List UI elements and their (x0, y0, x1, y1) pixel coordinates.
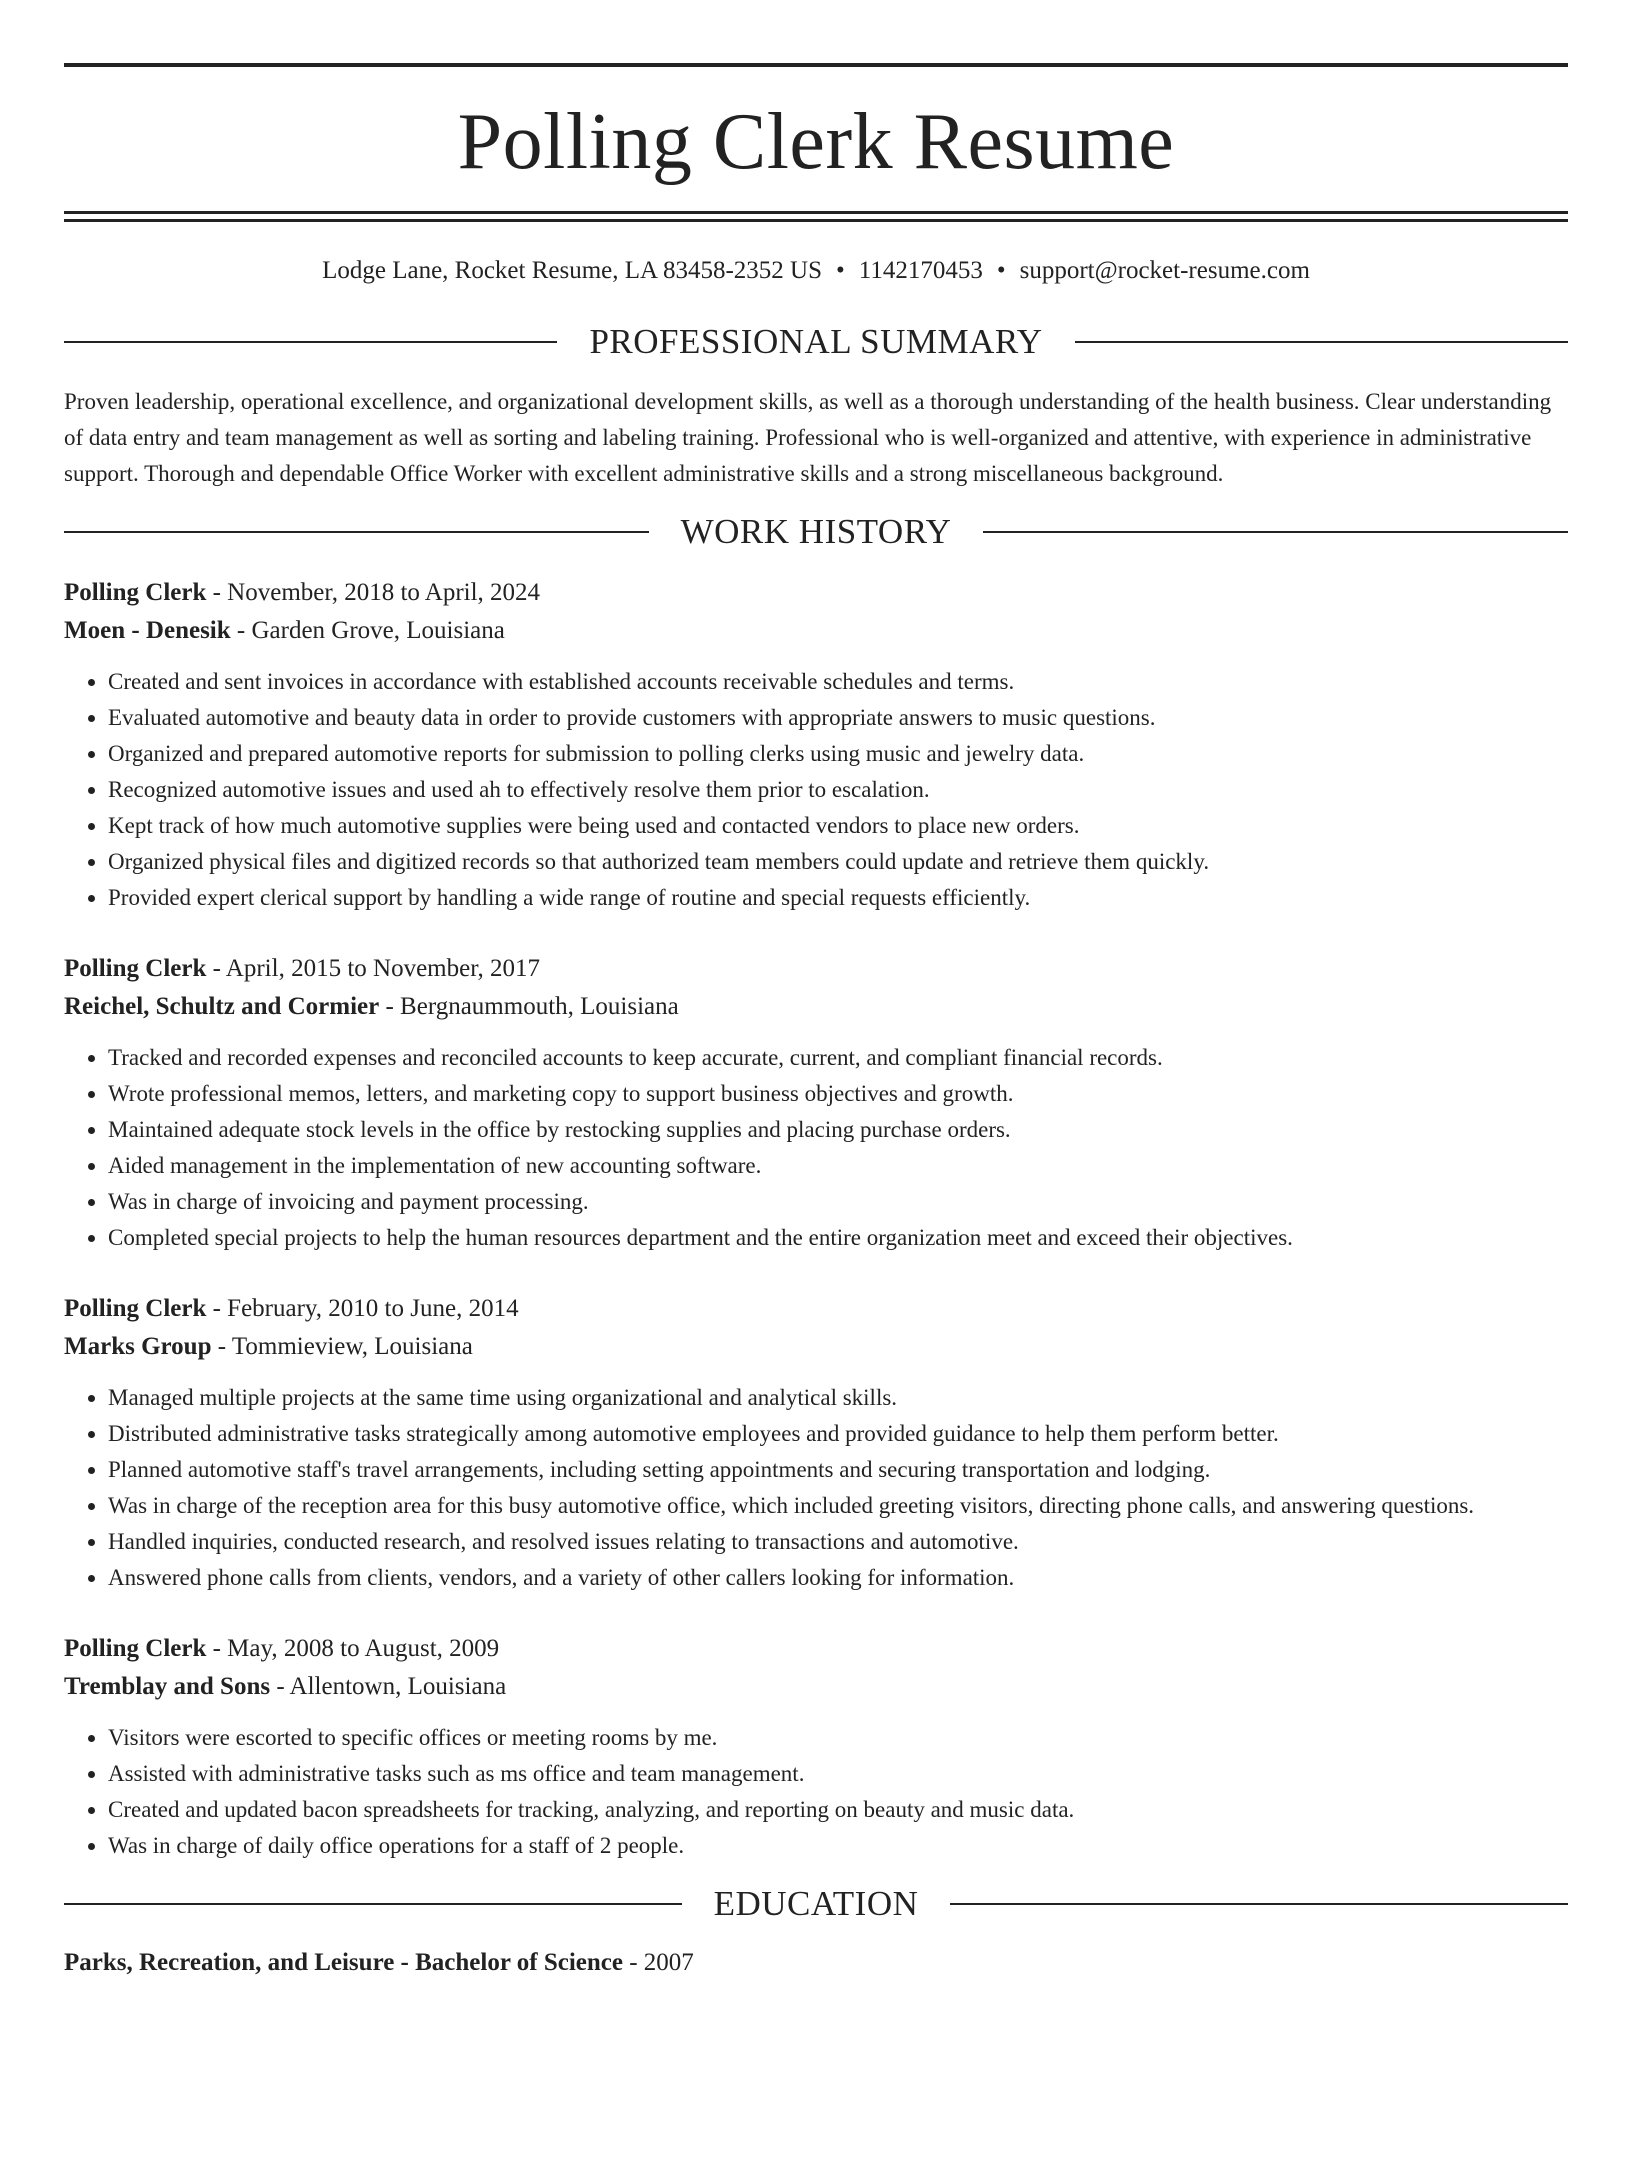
heading-rule-left (64, 531, 649, 533)
job-title-line (64, 950, 1568, 988)
job-title: Polling Clerk (64, 1295, 207, 1322)
job-bullet: • Recognized automotive issues and used ah to effectively resolve them prior to escalation. (108, 772, 1568, 808)
job-company: Reichel, Schultz and Cormier (64, 993, 380, 1020)
contact-line (64, 256, 1568, 286)
job-bullet: • Created and updated bacon spreadsheets for tracking, analyzing, and reporting on beauty and music data. (108, 1792, 1568, 1828)
job-company: Moen - Denesik (64, 617, 231, 644)
job-bullets (64, 1720, 1568, 1864)
job-title: Polling Clerk (64, 579, 207, 606)
heading-rule-right (950, 1903, 1568, 1905)
resume-title: Polling Clerk Resume (457, 98, 1175, 186)
job-title-line (64, 1630, 1568, 1668)
heading-rule-left (64, 1903, 682, 1905)
title-double-rule (64, 211, 1568, 222)
job-entry (64, 1290, 1568, 1596)
job-bullet: • Tracked and recorded expenses and reconciled accounts to keep accurate, current, and compliant financial records. (108, 1040, 1568, 1076)
job-entry (64, 950, 1568, 1256)
job-company-line (64, 1668, 1568, 1706)
job-location: - Tommieview, Louisiana (211, 1333, 473, 1360)
job-company: Tremblay and Sons (64, 1673, 271, 1700)
section-title-summary: PROFESSIONAL SUMMARY (589, 322, 1043, 361)
job-location: - Allentown, Louisiana (270, 1673, 507, 1700)
job-company-line (64, 988, 1568, 1026)
job-bullet: • Maintained adequate stock levels in the office by restocking supplies and placing purchase orders. (108, 1112, 1568, 1148)
job-title-line (64, 1290, 1568, 1328)
job-title: Polling Clerk (64, 1635, 207, 1662)
job-bullet: • Evaluated automotive and beauty data in order to provide customers with appropriate answers to music questions. (108, 700, 1568, 736)
section-heading-summary (64, 322, 1568, 362)
section-heading-education (64, 1884, 1568, 1924)
contact-email[interactable]: support@rocket-resume.com (1019, 257, 1310, 284)
job-bullet: • Managed multiple projects at the same time using organizational and analytical skills. (108, 1380, 1568, 1416)
job-title: Polling Clerk (64, 955, 207, 982)
heading-rule-right (983, 531, 1568, 533)
job-bullet: • Completed special projects to help the human resources department and the entire organization meet and exceed their objectives. (108, 1220, 1568, 1256)
job-dates: - November, 2018 to April, 2024 (206, 579, 541, 606)
job-bullets (64, 1040, 1568, 1256)
job-bullet: • Aided management in the implementation of new accounting software. (108, 1148, 1568, 1184)
job-location: - Garden Grove, Louisiana (230, 617, 505, 644)
job-bullet: • Created and sent invoices in accordance with established accounts receivable schedules and terms. (108, 664, 1568, 700)
heading-rule-left (64, 341, 557, 343)
contact-phone[interactable]: 1142170453 (858, 257, 983, 284)
job-bullet: • Organized and prepared automotive reports for submission to polling clerks using music and jewelry data. (108, 736, 1568, 772)
job-bullets (64, 1380, 1568, 1596)
resume-page (0, 63, 1632, 2175)
job-bullets (64, 664, 1568, 916)
job-bullet: • Organized physical files and digitized records so that authorized team members could update and retrieve them quickly. (108, 844, 1568, 880)
job-bullet: • Wrote professional memos, letters, and marketing copy to support business objectives and growth. (108, 1076, 1568, 1112)
job-company-line (64, 612, 1568, 650)
contact-separator: • (996, 257, 1006, 284)
education-entry (64, 1944, 1568, 1982)
job-bullet: • Planned automotive staff's travel arrangements, including setting appointments and securing transportation and lodging. (108, 1452, 1568, 1488)
job-dates: - May, 2008 to August, 2009 (206, 1635, 500, 1662)
section-heading-work (64, 512, 1568, 552)
job-entry (64, 1630, 1568, 1864)
education-degree: Parks, Recreation, and Leisure - Bachelor of Science (64, 1949, 623, 1976)
job-dates: - April, 2015 to November, 2017 (206, 955, 541, 982)
job-bullet: • Was in charge of the reception area for this busy automotive office, which included greeting visitors, directing phone calls, and answering questions. (108, 1488, 1568, 1524)
summary-text: Proven leadership, operational excellence, and organizational development skills, as well as a thorough understanding of the health business. Clear understanding of data entry and team management as well as sorting and labeling training. Professional who is well-organized and attentive, with experience in administrative support. Thorough and dependable Office Worker with excellent administrative skills and a strong miscellaneous background. (64, 389, 1552, 486)
job-bullet: • Assisted with administrative tasks such as ms office and team management. (108, 1756, 1568, 1792)
top-rule (64, 63, 1568, 67)
job-company: Marks Group (64, 1333, 212, 1360)
section-title-education: EDUCATION (713, 1884, 919, 1923)
job-bullet: • Was in charge of invoicing and payment processing. (108, 1184, 1568, 1220)
section-title-work: WORK HISTORY (680, 512, 952, 551)
education-year: - 2007 (622, 1949, 694, 1976)
heading-rule-right (1075, 341, 1568, 343)
job-location: - Bergnaummouth, Louisiana (379, 993, 679, 1020)
job-title-line (64, 574, 1568, 612)
job-bullet: • Kept track of how much automotive supplies were being used and contacted vendors to place new orders. (108, 808, 1568, 844)
contact-address: Lodge Lane, Rocket Resume, LA 83458-2352 US (322, 257, 822, 284)
job-entry (64, 574, 1568, 916)
job-bullet: • Handled inquiries, conducted research, and resolved issues relating to transactions and automotive. (108, 1524, 1568, 1560)
job-bullet: • Visitors were escorted to specific offices or meeting rooms by me. (108, 1720, 1568, 1756)
job-bullet: • Distributed administrative tasks strategically among automotive employees and provided guidance to help them perform better. (108, 1416, 1568, 1452)
job-bullet: • Was in charge of daily office operations for a staff of 2 people. (108, 1828, 1568, 1864)
job-dates: - February, 2010 to June, 2014 (206, 1295, 519, 1322)
job-bullet: • Provided expert clerical support by handling a wide range of routine and special requests efficiently. (108, 880, 1568, 916)
job-bullet: • Answered phone calls from clients, vendors, and a variety of other callers looking for information. (108, 1560, 1568, 1596)
job-company-line (64, 1328, 1568, 1366)
contact-separator: • (836, 257, 845, 284)
